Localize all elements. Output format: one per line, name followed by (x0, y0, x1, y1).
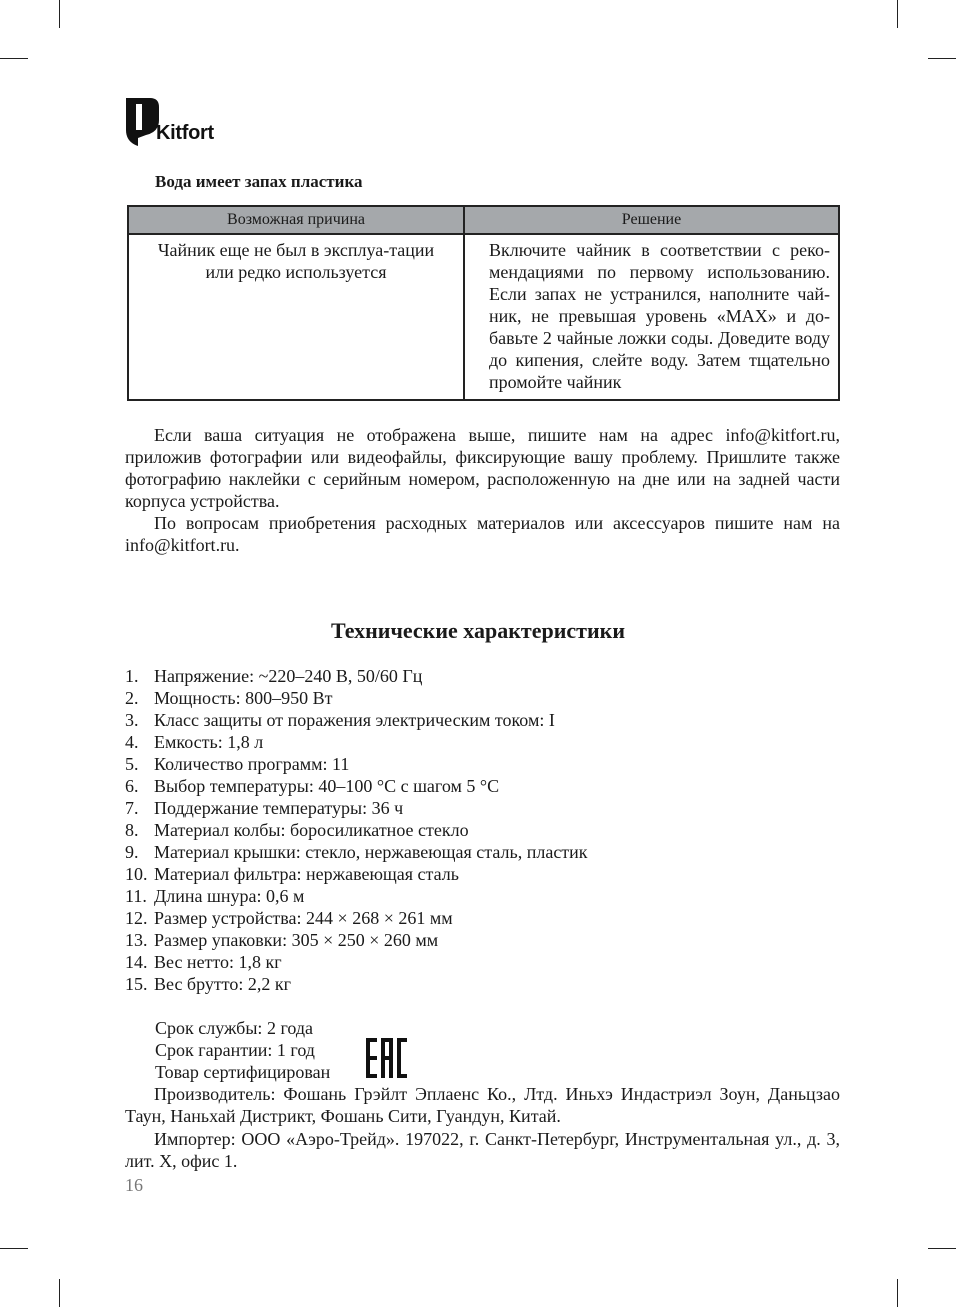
list-text: Емкость: 1,8 л (154, 732, 264, 752)
list-text: Материал фильтра: нержавеющая сталь (154, 864, 459, 884)
list-text: Напряжение: ~220–240 В, 50/60 Гц (154, 666, 423, 686)
list-number: 9. (125, 842, 139, 862)
list-item (125, 709, 840, 731)
cell-solution: Включите чайник в соответствии с реко-мендациями по первому использованию. Если запах не устранился, наполните чай-ник, не превышая уровень «MAX» и до-бавьте 2 чайные ложки соды. Доведите воду до кипения, слейте воду. Затем тщательно промойте чайник (464, 234, 839, 400)
list-number: 2. (125, 688, 139, 708)
manufacturer-paragraph: Производитель: Фошань Грэйлт Эплаенс Ко., Лтд. Иньхэ Индастриэл Зоун, Даньцзао Таун, Наньхай Дистрикт, Фошань Сити, Гуандун, Китай. (125, 1084, 840, 1126)
list-text: Вес брутто: 2,2 кг (154, 974, 291, 994)
crop-mark (59, 0, 60, 28)
crop-mark (897, 0, 898, 28)
table-row (128, 234, 839, 400)
crop-mark (0, 58, 28, 59)
list-text: Длина шнура: 0,6 м (154, 886, 305, 906)
page-number: 16 (125, 1175, 143, 1195)
crop-mark (897, 1279, 898, 1307)
list-item (125, 885, 840, 907)
kitfort-logo (126, 98, 266, 150)
importer-paragraph: Импортер: ООО «Аэро-Трейд». 197022, г. Санкт-Петербург, Инструментальная ул., д. 3, лит. Х, офис 1. (125, 1129, 840, 1171)
list-text: Размер упаковки: 305 × 250 × 260 мм (154, 930, 439, 950)
specs-list (125, 665, 840, 995)
list-text: Класс защиты от поражения электрическим током: I (154, 710, 555, 730)
list-item (125, 841, 840, 863)
list-number: 10. (125, 864, 148, 884)
list-text: Материал крышки: стекло, нержавеющая сталь, пластик (154, 842, 588, 862)
list-text: Количество программ: 11 (154, 754, 350, 774)
list-number: 13. (125, 930, 148, 950)
crop-mark (59, 1279, 60, 1307)
list-text: Выбор температуры: 40–100 °C с шагом 5 °C (154, 776, 500, 796)
cell-cause: Чайник еще не был в эксплуа-тации или редко используется (128, 234, 464, 400)
list-text: Материал колбы: боросиликатное стекло (154, 820, 469, 840)
contact-paragraph: Если ваша ситуация не отображена выше, пишите нам на адрес info@kitfort.ru, приложив фотографии или видеофайлы, фиксирующие вашу проблему. Пришлите также фотографию наклейки с серийным номером, расположенную на дне или на задней части корпуса устройства. (125, 425, 840, 511)
list-number: 4. (125, 732, 139, 752)
crop-mark (0, 1248, 28, 1249)
column-header-cause: Возможная причина (128, 206, 464, 234)
kitfort-logo-icon (126, 98, 160, 146)
crop-mark (928, 1248, 956, 1249)
list-number: 5. (125, 754, 139, 774)
section-title: Технические характеристики (330, 618, 626, 643)
list-text: Поддержание температуры: 36 ч (154, 798, 404, 818)
crop-mark (928, 58, 956, 59)
warranty: Срок гарантии: 1 год (155, 1040, 315, 1060)
list-text: Размер устройства: 244 × 268 × 261 мм (154, 908, 453, 928)
list-item (125, 687, 840, 709)
list-number: 3. (125, 710, 139, 730)
eac-mark-icon (366, 1038, 408, 1080)
list-text: Мощность: 800–950 Вт (154, 688, 333, 708)
list-item (125, 907, 840, 929)
list-text: Вес нетто: 1,8 кг (154, 952, 282, 972)
list-item (125, 753, 840, 775)
list-number: 1. (125, 666, 139, 686)
certified: Товар сертифицирован (155, 1062, 331, 1082)
service-life: Срок службы: 2 года (155, 1018, 314, 1038)
kitfort-logo-text: Kitfort (156, 122, 214, 144)
list-item (125, 863, 840, 885)
table-header-row (128, 206, 839, 234)
list-number: 12. (125, 908, 148, 928)
table-title: Вода имеет запах пластика (155, 172, 363, 191)
column-header-solution: Решение (464, 206, 839, 234)
list-item (125, 973, 840, 995)
list-item (125, 797, 840, 819)
list-item (125, 819, 840, 841)
accessories-paragraph: По вопросам приобретения расходных материалов или аксессуаров пишите нам на info@kitfort.ru. (125, 513, 840, 555)
list-item (125, 775, 840, 797)
troubleshoot-table (127, 205, 840, 401)
list-number: 7. (125, 798, 139, 818)
list-item (125, 731, 840, 753)
list-item (125, 951, 840, 973)
list-number: 11. (125, 886, 147, 906)
list-number: 15. (125, 974, 148, 994)
list-number: 14. (125, 952, 148, 972)
list-number: 6. (125, 776, 139, 796)
list-number: 8. (125, 820, 139, 840)
list-item (125, 665, 840, 687)
list-item (125, 929, 840, 951)
